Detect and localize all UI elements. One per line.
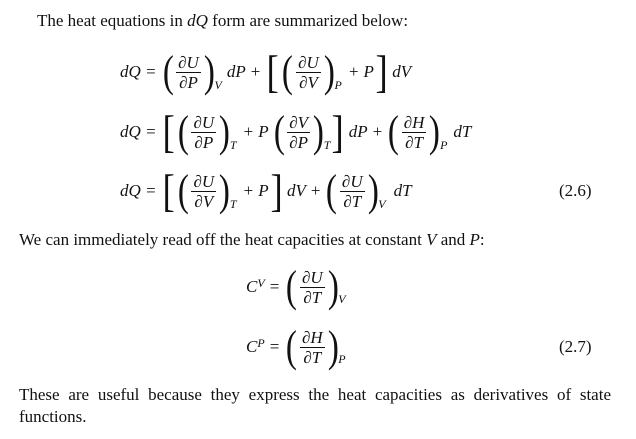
eq1-sub-1: V: [214, 78, 222, 92]
eq2-plus-p: + P: [242, 122, 269, 141]
cv-symbol: C: [246, 277, 258, 296]
cv-fraction: $\frac{\partial U}{\partial T}$: [301, 267, 323, 307]
equation-cp: C P = ( $\frac{\partial H}{\partial T}$ ) P (2.7): [246, 322, 592, 371]
eq3-fraction-2: $\frac{\partial U}{\partial T}$: [341, 171, 363, 211]
cp-symbol-sub: P: [257, 336, 265, 350]
eq2-lhs: dQ =: [120, 122, 157, 141]
intro-text-start: The heat equations in: [37, 11, 188, 30]
middle-paragraph: [19, 229, 485, 251]
eq1-lhs: dQ =: [120, 62, 157, 81]
mid-var-p: P: [469, 230, 480, 249]
intro-var: dQ: [187, 11, 208, 30]
eq1-fraction-1: $\frac{\partial U}{\partial P}$: [178, 52, 199, 92]
eq3-fraction-1: $\frac{\partial U}{\partial V}$: [193, 171, 215, 211]
eq3-lhs: dQ =: [120, 181, 157, 200]
eq1-plus-p: + P: [347, 62, 374, 81]
mid-text: We can immediately read off the heat capacities at constant: [19, 230, 427, 249]
closing-paragraph: These are useful because they express the heat capacities as derivatives of state functions.: [19, 385, 611, 426]
eq2-dt: dT: [453, 122, 472, 141]
eq2-sub-1: T: [229, 138, 237, 152]
equation-3: dQ = [ ( $\frac{\partial U}{\partial V}$ ) T + P ] dV + ( $\frac{\partial U}{\partial T}$ ) V dT (2.6): [120, 165, 592, 216]
mid-colon: :: [479, 230, 485, 249]
cv-equals: =: [269, 277, 280, 296]
eq2-dp: dP +: [348, 122, 384, 141]
cv-sub: V: [338, 292, 346, 306]
eq3-dt: dT: [393, 181, 412, 200]
eq1-sub-2: P: [334, 78, 342, 92]
eq3-sub-1: T: [229, 197, 237, 211]
eq1-dv: dV: [392, 62, 412, 81]
equation-number-2-7: (2.7): [559, 337, 592, 356]
cp-symbol: C: [246, 337, 258, 356]
equation-2: dQ = [ ( $\frac{\partial U}{\partial P}$ ) T + P ( $\frac{\partial V}{\partial P}$ ) T ] dP + ( $\frac{\partial H}{\partial T}$ ) P dT: [120, 106, 472, 157]
equation-number-2-6: (2.6): [559, 181, 592, 200]
cp-fraction: $\frac{\partial H}{\partial T}$: [301, 327, 323, 367]
eq3-plus-p: + P: [242, 181, 269, 200]
cv-symbol-sub: V: [257, 276, 265, 290]
intro-text-end: form are summarized below:: [207, 11, 409, 30]
eq2-sub-3: P: [440, 138, 448, 152]
eq3-sub-2: V: [378, 197, 386, 211]
cp-equals: =: [269, 337, 280, 356]
eq2-sub-2: T: [323, 138, 331, 152]
cp-sub: P: [338, 352, 346, 366]
eq1-fraction-2: $\frac{\partial U}{\partial V}$: [298, 52, 319, 92]
equation-1: dQ = ( $\frac{\partial U}{\partial P}$ ) V dP + [ ( $\frac{\partial U}{\partial V}$ ) P + P ] dV: [120, 46, 412, 97]
eq1-dp: dP +: [226, 62, 262, 81]
eq2-fraction-2: $\frac{\partial V}{\partial P}$: [289, 112, 309, 152]
eq2-fraction-3: $\frac{\partial H}{\partial T}$: [403, 112, 425, 152]
mid-var-v: V: [426, 230, 437, 249]
mid-and: and: [436, 230, 470, 249]
equation-cv: C V = ( $\frac{\partial U}{\partial T}$ ) V: [246, 262, 346, 311]
eq2-fraction-1: $\frac{\partial U}{\partial P}$: [193, 112, 215, 152]
eq3-dv: dV +: [286, 181, 322, 200]
intro-paragraph: [37, 10, 408, 32]
